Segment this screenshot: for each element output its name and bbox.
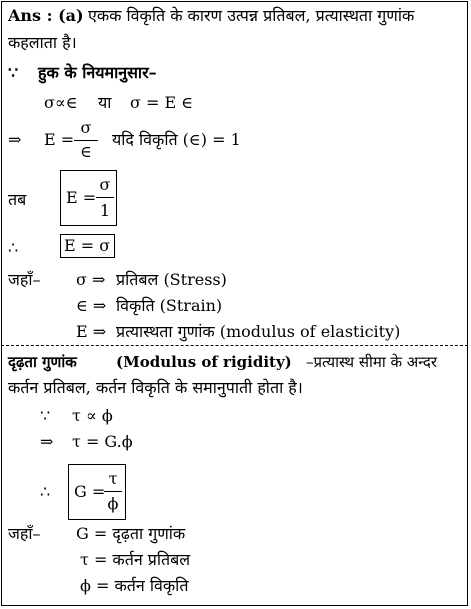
where-label: जहाँ– <box>8 270 41 289</box>
def-text-strain: विकृति (Strain) <box>116 296 223 315</box>
def-symbol-stress: σ ⇒ <box>76 270 106 289</box>
boxed-fraction-numerator: σ <box>99 175 111 194</box>
def-text-modulus: प्रत्यास्थता गुणांक (modulus of elasticity) <box>116 322 401 341</box>
modulus-lhs: E = <box>44 130 75 149</box>
def-text-stress: प्रतिबल (Stress) <box>116 270 227 289</box>
because-symbol-2: ∵ <box>40 406 51 425</box>
def-shear-stress: τ = कर्तन प्रतिबल <box>80 550 191 569</box>
rigidity-fraction-bar <box>104 491 122 492</box>
boxed-fraction-denominator: 1 <box>99 201 111 220</box>
section-divider <box>1 345 468 346</box>
fraction-numerator: σ <box>80 118 92 137</box>
hooke-equation: σ = E ∈ <box>130 93 194 112</box>
definition-line-1: एकक विकृति के कारण उत्पन्न प्रतिबल, प्रत्यास्थता गुणांक <box>88 6 415 25</box>
rigidity-numerator: τ <box>108 469 118 488</box>
unit-strain-condition: यदि विकृति (∈) = 1 <box>112 130 241 149</box>
implies-symbol: ⇒ <box>8 130 22 149</box>
fraction-denominator: ∈ <box>80 142 92 161</box>
definition-line-2: कहलाता है। <box>8 33 77 52</box>
or-text: या <box>98 93 112 112</box>
rigidity-definition-line-1: –प्रत्यास्थ सीमा के अन्दर <box>306 353 437 371</box>
def-symbol-modulus: E ⇒ <box>76 322 107 341</box>
rigidity-definition-line-2: कर्तन प्रतिबल, कर्तन विकृति के समानुपाती होता है। <box>8 378 303 397</box>
rigidity-title-english: (Modulus of rigidity) <box>116 353 292 371</box>
proportionality-stress-strain: σ∝∈ <box>44 93 78 112</box>
therefore-symbol: ∴ <box>8 238 19 257</box>
def-symbol-strain: ∈ ⇒ <box>76 296 107 315</box>
result-equation: E = σ <box>64 236 111 255</box>
rigidity-denominator: ϕ <box>107 494 119 513</box>
rigidity-lhs: G = <box>74 482 106 501</box>
rigidity-title-hindi: दृढ़ता गुणांक <box>8 353 77 371</box>
hooke-law-heading: हुक के नियमानुसार– <box>38 63 157 82</box>
therefore-symbol-2: ∴ <box>40 482 51 501</box>
where-label-2: जहाँ– <box>8 524 41 543</box>
def-shear-strain: ϕ = कर्तन विकृति <box>80 576 189 595</box>
boxed-equation-lhs: E = <box>66 188 97 207</box>
then-text: तब <box>8 190 27 209</box>
def-rigidity: G = दृढ़ता गुणांक <box>76 524 186 543</box>
implies-symbol-2: ⇒ <box>40 432 54 451</box>
shear-equation: τ = G.ϕ <box>72 432 133 451</box>
ans-label: Ans : (a) <box>8 6 84 25</box>
shear-proportionality: τ ∝ ϕ <box>72 406 113 425</box>
boxed-fraction-bar <box>96 197 114 198</box>
fraction-bar <box>74 140 98 141</box>
because-symbol: ∵ <box>8 63 19 82</box>
